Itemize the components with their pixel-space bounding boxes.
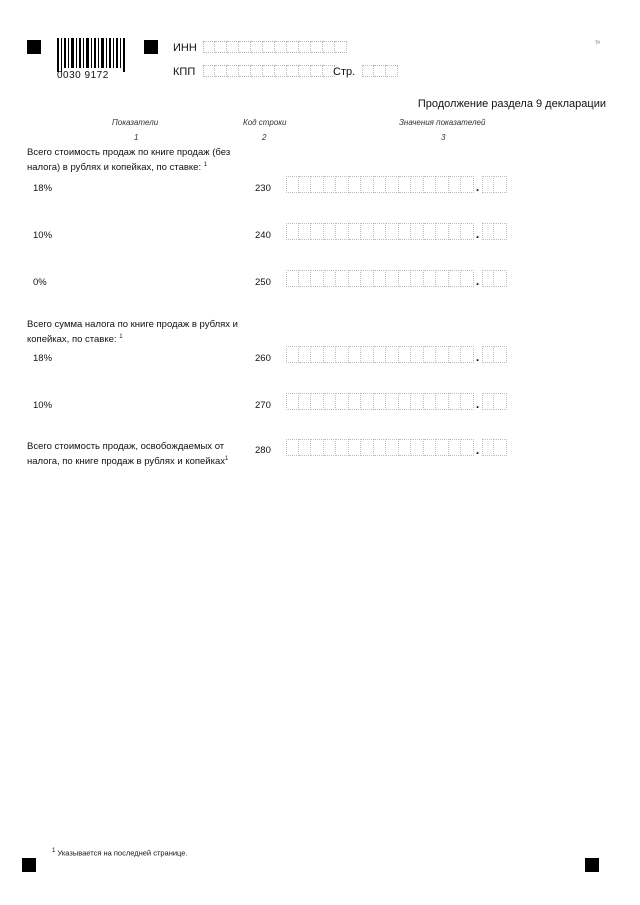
digit-cell[interactable] <box>349 393 362 410</box>
section-title: Продолжение раздела 9 декларации <box>417 98 606 110</box>
digit-cell[interactable] <box>424 223 437 240</box>
digit-cell[interactable] <box>311 176 324 193</box>
digit-cell[interactable] <box>449 346 462 363</box>
digit-cell[interactable] <box>336 176 349 193</box>
decimal-separator: . <box>475 350 480 364</box>
digit-cell[interactable] <box>411 223 424 240</box>
digit-cell[interactable] <box>361 270 374 287</box>
page-label: Стр. <box>333 66 356 78</box>
kopeck-cell[interactable] <box>494 439 507 456</box>
kopeck-cell[interactable] <box>482 393 495 410</box>
decimal-separator: . <box>475 180 480 194</box>
digit-cell[interactable] <box>449 223 462 240</box>
digit-cell[interactable] <box>461 346 474 363</box>
digit-cell[interactable] <box>461 439 474 456</box>
digit-cell[interactable] <box>349 176 362 193</box>
column-header-values: Значения показателей <box>399 118 486 127</box>
digit-cell[interactable] <box>461 176 474 193</box>
digit-cell[interactable] <box>399 223 412 240</box>
row-code: 240 <box>255 230 271 241</box>
value-field-270[interactable] <box>286 393 507 410</box>
digit-cell[interactable] <box>299 393 312 410</box>
digit-cell[interactable] <box>299 223 312 240</box>
group-title-tax-sum: Всего сумма налога по книге продаж в рублях и копейках, по ставке: $^1$ <box>27 319 238 346</box>
value-field-280[interactable] <box>286 439 507 456</box>
row-rate: 18% <box>33 353 53 364</box>
digit-cell[interactable] <box>386 223 399 240</box>
row-rate: 10% <box>33 230 53 241</box>
corner-marker-top-barcode <box>144 40 158 54</box>
kpp-field[interactable] <box>203 65 335 77</box>
digit-cell[interactable] <box>436 223 449 240</box>
digit-cell[interactable] <box>424 176 437 193</box>
kopeck-cell[interactable] <box>494 393 507 410</box>
digit-cell[interactable] <box>336 270 349 287</box>
digit-cell[interactable] <box>449 393 462 410</box>
kopeck-cell[interactable] <box>494 270 507 287</box>
digit-cell[interactable] <box>399 346 412 363</box>
digit-cell[interactable] <box>449 176 462 193</box>
group-title-exempt: Всего стоимость продаж, освобождаемых от налога, по книге продаж в рублях и копейках$^1$ <box>27 441 229 468</box>
value-field-250[interactable] <box>286 270 507 287</box>
row-code: 270 <box>255 400 271 411</box>
digit-cell[interactable] <box>286 176 299 193</box>
digit-cell[interactable] <box>311 393 324 410</box>
digit-cell[interactable] <box>436 176 449 193</box>
digit-cell[interactable] <box>336 346 349 363</box>
value-field-260[interactable] <box>286 346 507 363</box>
digit-cell[interactable] <box>399 270 412 287</box>
value-field-240[interactable] <box>286 223 507 240</box>
digit-cell[interactable] <box>361 223 374 240</box>
kopeck-cell[interactable] <box>482 439 495 456</box>
digit-cell[interactable] <box>349 270 362 287</box>
column-header-line-code: Код строки <box>243 118 287 127</box>
column-number-values: 3 <box>441 133 446 142</box>
digit-cell[interactable] <box>336 393 349 410</box>
digit-cell[interactable] <box>461 270 474 287</box>
kopeck-cell[interactable] <box>482 223 495 240</box>
digit-cell[interactable] <box>436 270 449 287</box>
digit-cell[interactable] <box>399 393 412 410</box>
digit-cell[interactable] <box>336 439 349 456</box>
digit-cell[interactable] <box>324 439 337 456</box>
digit-cell[interactable] <box>411 439 424 456</box>
digit-cell[interactable] <box>349 439 362 456</box>
digit-cell[interactable] <box>349 223 362 240</box>
kopeck-cell[interactable] <box>494 346 507 363</box>
digit-cell[interactable] <box>324 223 337 240</box>
digit-cell[interactable] <box>374 176 387 193</box>
digit-cell[interactable] <box>361 393 374 410</box>
digit-cell[interactable] <box>286 439 299 456</box>
corner-marker-bottom-right <box>585 858 599 872</box>
group-title-sales-cost: Всего стоимость продаж по книге продаж (без налога) в рублях и копейках, по ставке: $^1$ <box>27 147 231 174</box>
digit-cell[interactable] <box>411 346 424 363</box>
inn-field[interactable] <box>203 41 347 53</box>
digit-cell[interactable] <box>424 439 437 456</box>
digit-cell[interactable] <box>424 270 437 287</box>
digit-cell[interactable] <box>424 393 437 410</box>
digit-cell[interactable] <box>411 270 424 287</box>
digit-cell[interactable] <box>399 439 412 456</box>
value-field-230[interactable] <box>286 176 507 193</box>
column-number-indicators: 1 <box>134 133 139 142</box>
digit-cell[interactable] <box>299 270 312 287</box>
page-number-field[interactable] <box>362 65 398 77</box>
digit-cell[interactable] <box>324 393 337 410</box>
digit-cell[interactable] <box>299 176 312 193</box>
digit-cell[interactable] <box>361 439 374 456</box>
digit-cell[interactable] <box>386 270 399 287</box>
kopeck-cell[interactable] <box>482 270 495 287</box>
digit-cell[interactable] <box>461 223 474 240</box>
digit-cell[interactable] <box>399 176 412 193</box>
kpp-label: КПП <box>173 66 196 78</box>
digit-cell[interactable] <box>324 176 337 193</box>
digit-cell[interactable] <box>411 176 424 193</box>
digit-cell[interactable] <box>311 270 324 287</box>
digit-cell[interactable] <box>286 223 299 240</box>
row-rate: 10% <box>33 400 53 411</box>
digit-cell[interactable] <box>336 223 349 240</box>
digit-cell[interactable] <box>286 393 299 410</box>
row-code: 250 <box>255 277 271 288</box>
digit-cell[interactable] <box>311 439 324 456</box>
digit-cell[interactable] <box>411 393 424 410</box>
decimal-separator: . <box>475 227 480 241</box>
decimal-separator: . <box>475 274 480 288</box>
column-header-indicators: Показатели <box>112 118 159 127</box>
corner-marker-bottom-left <box>22 858 36 872</box>
digit-cell[interactable] <box>374 346 387 363</box>
row-rate: 0% <box>33 277 47 288</box>
digit-cell[interactable] <box>461 393 474 410</box>
row-code: 230 <box>255 183 271 194</box>
kopeck-cell[interactable] <box>494 176 507 193</box>
row-code: 280 <box>255 445 271 456</box>
digit-cell[interactable] <box>386 439 399 456</box>
barcode-icon <box>57 38 127 72</box>
row-code: 260 <box>255 353 271 364</box>
inn-label: ИНН <box>173 42 197 54</box>
digit-cell[interactable] <box>286 346 299 363</box>
digit-cell[interactable] <box>324 346 337 363</box>
digit-cell[interactable] <box>286 270 299 287</box>
column-number-line-code: 2 <box>262 133 267 142</box>
kopeck-cell[interactable] <box>494 223 507 240</box>
footnote: $^1$ Указывается на последней странице. <box>52 848 188 858</box>
corner-marker-top-left <box>27 40 41 54</box>
digit-cell[interactable] <box>436 393 449 410</box>
barcode-number: 0030 9172 <box>57 70 109 81</box>
digit-cell[interactable] <box>361 176 374 193</box>
digit-cell[interactable] <box>299 439 312 456</box>
decimal-separator: . <box>475 443 480 457</box>
digit-cell[interactable] <box>449 270 462 287</box>
digit-cell[interactable] <box>424 346 437 363</box>
digit-cell[interactable] <box>436 346 449 363</box>
digit-cell[interactable] <box>386 346 399 363</box>
digit-cell[interactable] <box>436 439 449 456</box>
digit-cell[interactable] <box>386 393 399 410</box>
decimal-separator: . <box>475 397 480 411</box>
digit-cell[interactable] <box>374 223 387 240</box>
digit-cell[interactable] <box>374 270 387 287</box>
digit-cell[interactable] <box>324 270 337 287</box>
digit-cell[interactable] <box>311 223 324 240</box>
kopeck-cell[interactable] <box>482 346 495 363</box>
row-rate: 18% <box>33 183 53 194</box>
digit-cell[interactable] <box>374 393 387 410</box>
digit-cell[interactable] <box>374 439 387 456</box>
digit-cell[interactable] <box>449 439 462 456</box>
corner-mark: ᵗ⁹ <box>595 40 600 47</box>
digit-cell[interactable] <box>386 176 399 193</box>
digit-cell[interactable] <box>299 346 312 363</box>
digit-cell[interactable] <box>311 346 324 363</box>
digit-cell[interactable] <box>349 346 362 363</box>
kopeck-cell[interactable] <box>482 176 495 193</box>
digit-cell[interactable] <box>361 346 374 363</box>
